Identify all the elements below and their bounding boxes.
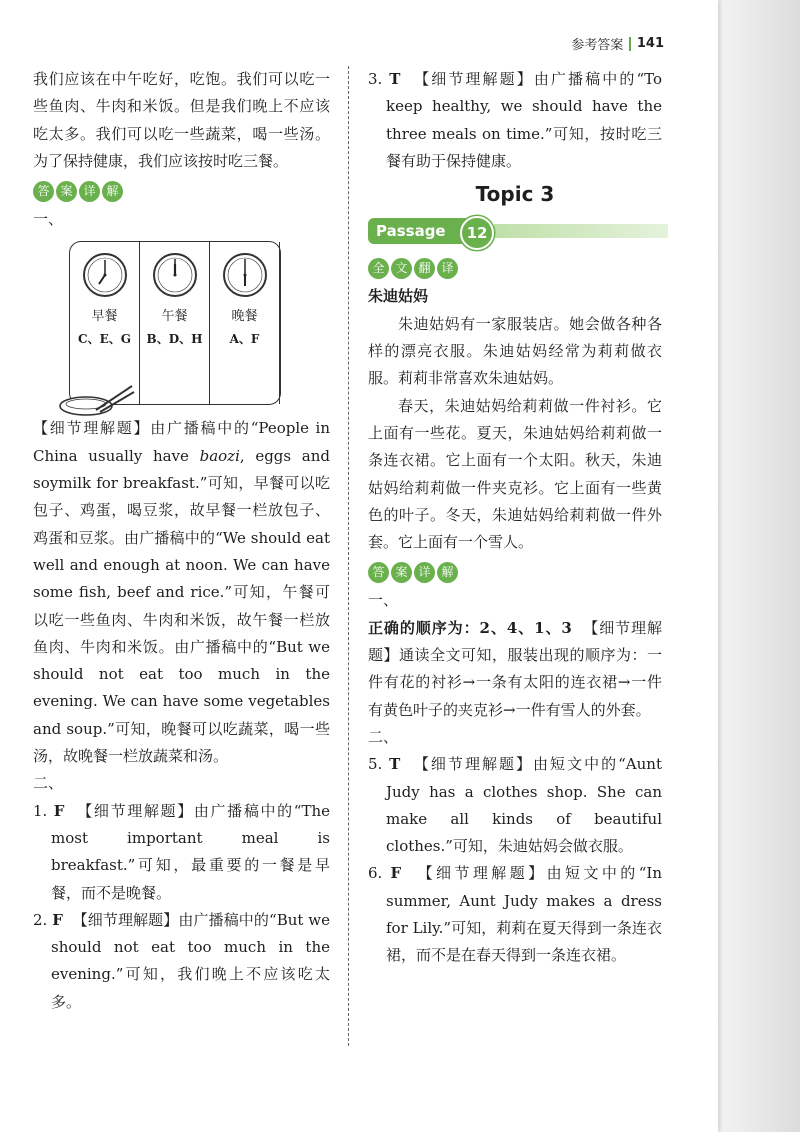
part-two-heading: 二、 <box>368 727 399 746</box>
item-number: 3. <box>368 70 383 88</box>
translation-end: 我们应该在中午吃好，吃饱。我们可以吃一些鱼肉、牛肉和米饭。但是我们晚上不应该吃太多。我们可以吃一些蔬菜，喝一些汤。为了保持健康，我们应该按时吃三餐。 <box>33 70 330 170</box>
part-two-heading: 二、 <box>33 774 64 793</box>
badge-char: 案 <box>56 181 77 202</box>
meal-breakfast <box>70 242 140 404</box>
item-answer: F <box>52 910 63 929</box>
badge-char: 文 <box>391 258 412 279</box>
meal-items: C、E、G <box>78 332 131 347</box>
answer-item-2 <box>33 907 330 1016</box>
column-divider <box>348 66 349 1046</box>
badge-char: 翻 <box>414 258 435 279</box>
item-text: 【细节理解题】由广播稿中的“The most important meal is breakfast.”可知，最重要的一餐是早餐，而不是晚餐。 <box>51 801 330 902</box>
meal-items: A、F <box>229 332 260 347</box>
answer-item-1 <box>33 798 330 907</box>
banner-stripe <box>494 224 668 238</box>
answer-item-3 <box>368 66 662 175</box>
order-text: 【细节理解题】通读全文可知，服装出现的顺序为：一件有花的衬衫→一条有太阳的连衣裙→一件有黄色叶子的夹克衫→一件有雪人的外套。 <box>368 618 662 719</box>
explain-text: 【细节理解题】由广播稿中的“People in China usually have <box>33 419 330 465</box>
order-label: 正确的顺序为：2、4、1、3 <box>368 618 572 637</box>
running-head <box>571 34 664 53</box>
translation-badge <box>368 258 458 279</box>
answer-item-5 <box>368 751 662 860</box>
meal-name: 晚餐 <box>231 309 258 325</box>
topic-title: Topic 3 <box>475 182 555 207</box>
item-answer: T <box>389 70 401 88</box>
running-head-section: 参考答案 <box>571 38 624 53</box>
meal-items: B、D、H <box>146 332 203 347</box>
item-answer: T <box>389 755 401 774</box>
answer-item-6 <box>368 860 662 969</box>
clock-icon <box>152 252 198 298</box>
explain-text: , eggs and soymilk for breakfast.”可知，早餐可以吃包子、鸡蛋，喝豆浆，故早餐一栏放包子、鸡蛋和豆浆。由广播稿中的“We should eat well and enough at noon. We can have some fish, beef and rice.”可知，午餐可以吃一些鱼肉、牛肉和米饭，故午餐一栏放鱼肉、牛肉和米饭。由广播稿中的“But we should not eat too much in the evening. We can have some vegetables and soup.”可知，晚餐可以吃蔬菜，喝一些汤，故晚餐一栏放蔬菜和汤。 <box>33 446 331 766</box>
explain-part-one <box>33 415 330 770</box>
meal-name: 午餐 <box>161 309 188 325</box>
answer-explain-badge <box>368 562 458 583</box>
clock-icon <box>222 252 268 298</box>
badge-char: 译 <box>437 258 458 279</box>
meal-table <box>69 241 281 405</box>
item-number: 1. <box>33 801 48 820</box>
badge-char: 答 <box>368 562 389 583</box>
badge-char: 案 <box>391 562 412 583</box>
bowl-chopsticks-icon <box>56 382 136 418</box>
badge-char: 全 <box>368 258 389 279</box>
passage-label: Passage <box>368 218 468 244</box>
answer-explain-badge <box>33 181 123 202</box>
meal-dinner <box>210 242 280 404</box>
left-column <box>33 66 330 1016</box>
badge-char: 解 <box>437 562 458 583</box>
passage-number: 12 <box>460 216 494 250</box>
item-answer: F <box>53 801 65 820</box>
page-edge <box>714 0 800 1132</box>
story-title: 朱迪姑妈 <box>368 287 429 306</box>
clock-icon <box>82 252 128 298</box>
running-head-divider <box>629 37 631 51</box>
meal-name: 早餐 <box>91 309 118 325</box>
badge-char: 详 <box>79 181 100 202</box>
badge-char: 解 <box>102 181 123 202</box>
passage-banner <box>368 216 662 246</box>
meal-lunch <box>140 242 210 404</box>
item-text: 【细节理解题】由短文中的“Aunt Judy has a clothes shop. She can make all kinds of beautiful clothes.”可知，朱迪姑妈会做衣服。 <box>386 755 662 856</box>
item-answer: F <box>390 864 402 883</box>
item-text: 【细节理解题】由短文中的“In summer, Aunt Judy makes a dress for Lily.”可知，莉莉在夏天得到一条连衣裙，而不是在春天得到一条连衣裙。 <box>386 864 662 965</box>
badge-char: 答 <box>33 181 54 202</box>
story-paragraph-2: 春天，朱迪姑妈给莉莉做一件衬衫。它上面有一些花。夏天，朱迪姑妈给莉莉做一条连衣裙。它上面有一个太阳。秋天，朱迪姑妈给莉莉做一件夹克衫。它上面有一些黄色的叶子。冬天，朱迪姑妈给莉莉做一件外套。它上面有一个雪人。 <box>368 396 662 552</box>
item-number: 2. <box>33 910 48 929</box>
part-one-heading: 一、 <box>368 591 399 610</box>
item-text: 【细节理解题】由广播稿中的“But we should not eat too much in the evening.”可知，我们晚上不应该吃太多。 <box>51 910 330 1011</box>
item-text: 【细节理解题】由广播稿中的“To keep healthy, we should have the three meals on time.”可知，按时吃三餐有助于保持健康。 <box>386 70 662 170</box>
page-number: 141 <box>636 36 664 51</box>
part-one-heading: 一、 <box>33 210 64 229</box>
right-column <box>368 66 662 970</box>
story-paragraph-1: 朱迪姑妈有一家服装店。她会做各种各样的漂亮衣服。朱迪姑妈经常为莉莉做衣服。莉莉非常喜欢朱迪姑妈。 <box>368 314 662 388</box>
badge-char: 详 <box>414 562 435 583</box>
item-number: 5. <box>368 755 383 774</box>
explain-italic: baozi <box>199 446 240 465</box>
order-answer <box>368 615 662 724</box>
item-number: 6. <box>368 864 383 883</box>
